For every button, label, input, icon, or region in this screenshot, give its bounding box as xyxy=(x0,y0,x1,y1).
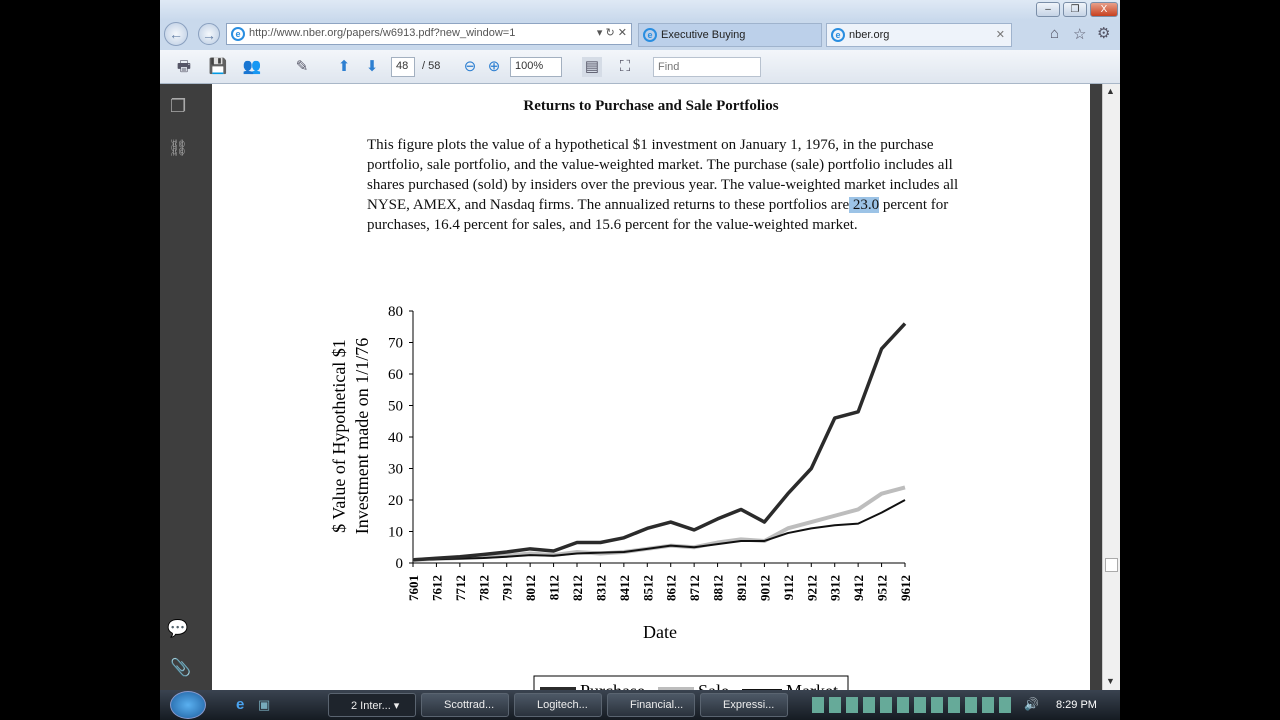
ie-icon: e xyxy=(643,28,657,42)
x-tick-label: 9512 xyxy=(874,575,890,601)
zoom-select[interactable]: 100% xyxy=(510,57,562,77)
x-tick-label: 9312 xyxy=(827,575,843,601)
favorites-star-icon[interactable]: ☆ xyxy=(1073,26,1087,43)
volume-icon[interactable]: 🔊 xyxy=(1024,697,1039,711)
series-line-market xyxy=(413,500,905,560)
ie-icon: e xyxy=(231,27,245,41)
caption-text: This figure plots the value of a hypothetical $1 investment on January 1, 1976, in the purchase portfolio, sale portfolio, and the value-weighted market. The purchase (sale) portfolio includes all shares purchased (sold) by insiders over the previous year. The value-weighted market includes all NYSE, AMEX, and Nasdaq firms. The annualized returns to these portfolios are xyxy=(367,137,959,213)
share-icon[interactable]: 👥 xyxy=(242,58,262,75)
show-desktop-icon[interactable]: ▣ xyxy=(258,697,271,712)
restore-button[interactable]: ❐ xyxy=(1063,2,1087,17)
y-axis-label-line1: $ Value of Hypothetical $1 xyxy=(329,339,349,533)
x-tick-label: 8012 xyxy=(523,575,539,601)
print-icon[interactable]: 🖶 xyxy=(176,58,192,75)
page-number-input[interactable]: 48 xyxy=(391,57,415,77)
url-text: http://www.nber.org/papers/w6913.pdf?new_window=1 xyxy=(249,27,516,39)
x-axis-label: Date xyxy=(643,622,677,642)
address-row xyxy=(160,20,1120,50)
task-label: Expressi... xyxy=(723,699,775,711)
task-label: Financial... xyxy=(630,699,684,711)
task-label: 2 Inter... xyxy=(351,700,391,712)
start-button[interactable] xyxy=(170,691,206,719)
x-tick-label: 8312 xyxy=(593,575,609,601)
fit-page-icon[interactable]: ⛶ xyxy=(619,58,631,75)
task-logitech[interactable] xyxy=(514,693,602,717)
zoom-out-icon[interactable]: ⊖ xyxy=(463,58,477,75)
x-tick-label: 9612 xyxy=(898,575,913,601)
y-tick-label: 50 xyxy=(388,398,403,415)
vertical-scrollbar[interactable] xyxy=(1102,84,1120,690)
back-button[interactable]: ← xyxy=(164,22,188,46)
forward-button[interactable]: → xyxy=(198,23,220,45)
scroll-up-icon[interactable]: ▲ xyxy=(1106,86,1115,96)
y-tick-label: 60 xyxy=(388,367,403,383)
x-tick-label: 7712 xyxy=(452,575,468,601)
tab-nber[interactable] xyxy=(826,23,1012,47)
pdf-side-panel xyxy=(160,84,212,690)
task-internet-explorer[interactable]: 2 Inter... ▾ xyxy=(328,693,416,717)
task-expressions[interactable] xyxy=(700,693,788,717)
y-tick-label: 0 xyxy=(395,556,403,572)
y-tick-label: 70 xyxy=(388,335,403,352)
x-tick-label: 7612 xyxy=(429,575,445,601)
x-tick-label: 7912 xyxy=(499,575,515,601)
x-tick-label: 9012 xyxy=(757,575,773,601)
refresh-stop-icons[interactable]: ▾ ↻ ✕ xyxy=(596,27,627,39)
scrollbar-thumb[interactable] xyxy=(1105,558,1118,572)
zoom-in-icon[interactable]: ⊕ xyxy=(487,58,501,75)
y-tick-label: 40 xyxy=(388,430,403,446)
x-tick-label: 9412 xyxy=(851,575,867,601)
x-tick-label: 8212 xyxy=(570,575,585,601)
address-bar[interactable] xyxy=(226,23,632,45)
task-financial[interactable] xyxy=(607,693,695,717)
page-margin xyxy=(1090,84,1102,690)
home-icon[interactable]: ⌂ xyxy=(1050,25,1060,42)
browser-window xyxy=(160,0,1120,690)
ie-quicklaunch-icon[interactable]: e xyxy=(236,696,245,713)
task-label: Scottrad... xyxy=(444,699,495,711)
y-tick-label: 20 xyxy=(388,493,403,509)
system-tray-icons[interactable] xyxy=(812,697,1012,713)
x-tick-label: 7601 xyxy=(406,575,421,601)
ie-icon: e xyxy=(831,28,845,42)
x-tick-label: 8912 xyxy=(734,575,749,601)
pdf-page xyxy=(212,84,1090,690)
next-page-icon[interactable]: ⬇ xyxy=(365,58,379,75)
pdf-toolbar xyxy=(160,50,1120,84)
x-tick-label: 8712 xyxy=(687,575,703,601)
x-tick-label: 8112 xyxy=(546,575,562,601)
y-tick-label: 80 xyxy=(388,304,403,320)
y-tick-label: 10 xyxy=(388,524,403,541)
x-tick-label: 9212 xyxy=(804,575,820,601)
close-tab-icon[interactable]: ✕ xyxy=(995,29,1005,41)
tab-label: nber.org xyxy=(849,29,890,41)
returns-chart xyxy=(212,84,1090,690)
y-axis-label-line2: Investment made on 1/1/76 xyxy=(352,337,372,535)
minimize-button[interactable]: – xyxy=(1036,2,1060,17)
previous-page-icon[interactable]: ⬆ xyxy=(337,58,351,75)
title-bar xyxy=(160,0,1120,20)
attachments-icon[interactable]: ⛓ xyxy=(168,140,189,157)
x-tick-label: 9112 xyxy=(780,575,796,601)
x-tick-label: 8612 xyxy=(663,575,679,601)
tab-label: Executive Buying xyxy=(661,29,746,41)
task-label: Logitech... xyxy=(537,699,588,711)
y-tick-label: 30 xyxy=(388,461,403,478)
sign-icon[interactable]: ✎ xyxy=(295,58,309,75)
task-scottrade[interactable] xyxy=(421,693,509,717)
series-line-purchase xyxy=(413,324,905,560)
find-input[interactable] xyxy=(653,57,761,77)
pages-icon[interactable]: ❐ xyxy=(170,96,187,116)
x-tick-label: 8812 xyxy=(710,575,726,601)
close-window-button[interactable]: X xyxy=(1090,2,1118,17)
save-icon[interactable]: 💾 xyxy=(208,58,228,75)
highlighted-text: 23.0 xyxy=(849,197,880,213)
x-tick-label: 7812 xyxy=(476,575,492,601)
x-tick-label: 8512 xyxy=(640,575,656,601)
taskbar xyxy=(160,690,1120,720)
gear-icon[interactable]: ⚙ xyxy=(1097,25,1111,42)
fit-width-icon[interactable]: ▤ xyxy=(582,57,602,77)
x-tick-label: 8412 xyxy=(616,575,632,601)
caption-text: percent for purchases, 16.4 percent for sales, and 15.6 percent for the value-weighted market. xyxy=(367,197,949,233)
scroll-down-icon[interactable]: ▼ xyxy=(1106,676,1115,686)
figure-heading: Returns to Purchase and Sale Portfolios xyxy=(523,98,779,114)
tab-executive-buying[interactable] xyxy=(638,23,822,47)
page-total: / 58 xyxy=(422,60,441,72)
clock[interactable]: 8:29 PM xyxy=(1056,699,1097,711)
comments-icon[interactable]: 💬 xyxy=(167,619,189,638)
paperclip-icon[interactable]: 📎 xyxy=(170,658,192,677)
